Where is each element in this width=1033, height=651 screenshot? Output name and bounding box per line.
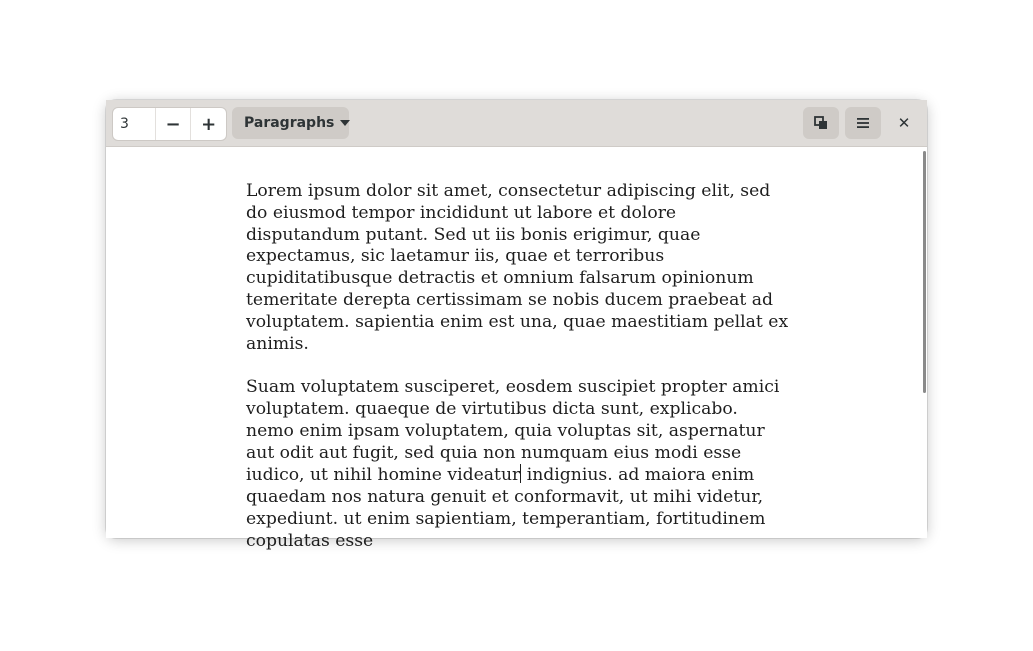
document-text[interactable] bbox=[246, 181, 791, 553]
paragraph bbox=[246, 377, 791, 552]
caret-down-icon bbox=[340, 120, 350, 126]
decrement-button[interactable]: − bbox=[155, 108, 191, 140]
hamburger-menu-icon bbox=[856, 117, 870, 129]
close-button[interactable] bbox=[891, 110, 917, 136]
copy-icon bbox=[814, 116, 828, 130]
unit-dropdown-label: Paragraphs bbox=[244, 115, 335, 131]
spin-value-input[interactable]: 3 bbox=[120, 116, 129, 132]
paragraph-text: Suam voluptatem susciperet, eosdem suscipiet propter amici voluptatem. quaeque de virtutibus dicta sunt, explicabo. nemo enim ipsam voluptatem, quia voluptas sit, aspernatur aut odit aut fugit, sed quia non numquam eius modi esse iudico, ut nihil homine videatur bbox=[246, 377, 780, 486]
paragraph-count-spinbutton[interactable] bbox=[112, 107, 227, 141]
increment-button[interactable]: + bbox=[190, 108, 226, 140]
vertical-scrollbar[interactable] bbox=[923, 151, 926, 393]
paragraph-text: indignius. ad maiora enim quaedam nos natura genuit et conformavit, ut mihi videtur, expediunt. ut enim sapientiam, temperantiam, fortitudinem copulatas esse bbox=[246, 465, 766, 551]
paragraph: Lorem ipsum dolor sit amet, consectetur adipiscing elit, sed do eiusmod tempor incididunt ut labore et dolore disputandum putant. Sed ut iis bonis erigimur, quae expectamus, sic laetamur iis, quae et terroribus cupiditatibusque detractis et omnium falsarum opinionum temeritate derepta certissimam se nobis ducem praebeat ad voluptatem. sapientia enim est una, quae maestitiam pellat ex animis. bbox=[246, 181, 789, 354]
header-bar bbox=[106, 100, 927, 147]
copy-button[interactable] bbox=[803, 107, 839, 139]
close-icon: ✕ bbox=[897, 114, 911, 132]
text-view[interactable] bbox=[106, 147, 927, 551]
main-menu-button[interactable] bbox=[845, 107, 881, 139]
text-cursor bbox=[520, 464, 521, 483]
app-window bbox=[106, 100, 927, 551]
unit-dropdown[interactable] bbox=[232, 107, 349, 139]
